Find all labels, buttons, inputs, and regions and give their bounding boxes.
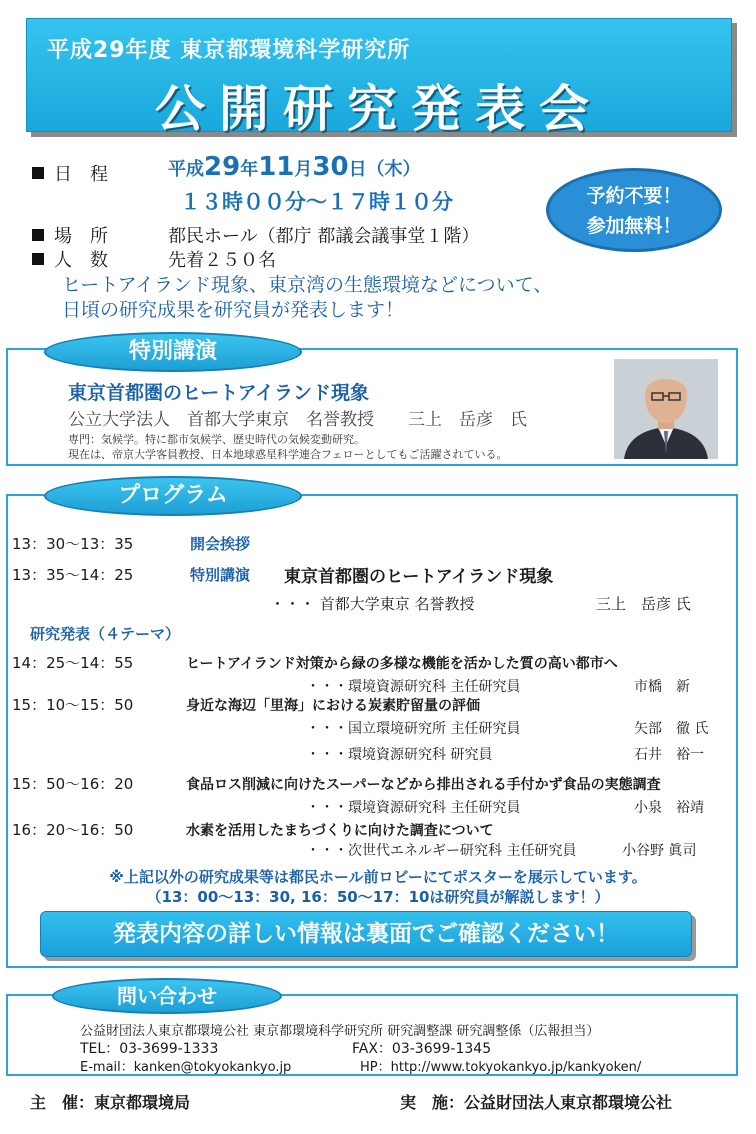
- date-label: 日 程: [54, 164, 108, 185]
- program-time-t3: 15：50～16：20: [12, 775, 134, 793]
- contact-email: E-mail：kanken@tokyokankyo.jp: [80, 1060, 292, 1075]
- program-name-t4: 小谷野 眞司: [622, 843, 697, 859]
- program-special-by: ・・・ 首都大学東京 名誉教授: [270, 595, 475, 613]
- program-by-t4: ・・・次世代エネルギー研究科 主任研究員: [306, 843, 577, 859]
- program-special-name: 三上 岳彦 氏: [596, 595, 691, 613]
- program-by-t1: ・・・環境資源研究科 主任研究員: [306, 679, 521, 695]
- program-time-special: 13：35～14：25: [12, 566, 134, 584]
- program-time-t4: 16：20～16：50: [12, 821, 134, 839]
- speaker-note-2: 現在は、帝京大学客員教授、日本地球惑星科学連合フェローとしてもご活躍されている。: [68, 448, 508, 461]
- contact-pill: 問い合わせ: [52, 978, 282, 1014]
- special-lecture-title: 東京首都圏のヒートアイランド現象: [68, 382, 369, 404]
- program-title-t1: ヒートアイランド対策から緑の多様な機能を活かした質の高い都市へ: [186, 656, 618, 672]
- program-name-t2b: 石井 裕一: [634, 747, 704, 763]
- place-row: [32, 222, 108, 248]
- header-subtitle: 平成29年度 東京都環境科学研究所: [47, 38, 411, 63]
- program-title-t3: 食品ロス削減に向けたスーパーなどから排出される手付かず食品の実態調査: [186, 777, 661, 793]
- free-admission-badge: 予約不要！ 参加無料！: [546, 168, 722, 252]
- contact-org: 公益財団法人東京都環境公社 東京都環境科学研究所 研究調整課 研究調整係（広報担当）: [80, 1024, 600, 1039]
- contact-website: HP：http://www.tokyokankyo.jp/kankyoken/: [360, 1060, 642, 1075]
- program-title-t4: 水素を活用したまちづくりに向けた調査について: [186, 823, 494, 839]
- program-opening: 開会挨拶: [190, 535, 251, 553]
- program-title-t2: 身近な海辺「里海」における炭素貯留量の評価: [186, 698, 480, 714]
- bullet-icon: [32, 229, 44, 241]
- place-label: 場 所: [54, 226, 108, 247]
- capacity-label: 人 数: [54, 250, 108, 271]
- time-value: １３時００分～１７時１０分: [180, 190, 453, 214]
- program-name-t3: 小泉 裕靖: [634, 800, 704, 816]
- footer-host: 主 催：東京都環境局: [30, 1093, 191, 1112]
- footer-operator: 実 施：公益財団法人東京都環境公社: [400, 1093, 673, 1112]
- bullet-icon: [32, 167, 44, 179]
- program-special-title: 東京首都圏のヒートアイランド現象: [284, 567, 554, 587]
- date-value: 平成29年11月30日（木）: [168, 152, 421, 182]
- program-special-label: 特別講演: [190, 566, 251, 584]
- program-by-t2a: ・・・国立環境研究所 主任研究員: [306, 721, 521, 737]
- research-section-label: 研究発表（４テーマ）: [30, 625, 181, 643]
- program-time-t1: 14：25～14：55: [12, 654, 134, 672]
- capacity-value: 先着２５０名: [168, 250, 276, 271]
- speaker-photo: [614, 359, 718, 459]
- special-lecture-speaker: 公立大学法人 首都大学東京 名誉教授 三上 岳彦 氏: [68, 410, 527, 430]
- program-name-t1: 市橋 新: [634, 679, 690, 695]
- speaker-note-1: 専門：気候学。特に都市気候学、歴史時代の気候変動研究。: [68, 433, 365, 446]
- program-time-opening: 13：30～13：35: [12, 535, 134, 553]
- header-banner: [26, 18, 732, 138]
- program-by-t3: ・・・環境資源研究科 主任研究員: [306, 800, 521, 816]
- details-on-back-banner: 発表内容の詳しい情報は裏面でご確認ください！: [40, 911, 692, 957]
- contact-fax: FAX：03-3699-1345: [352, 1041, 492, 1057]
- capacity-row: [32, 246, 108, 272]
- place-value: 都民ホール（都庁 都議会議事堂１階）: [168, 226, 480, 247]
- intro-line-2: 日頃の研究成果を研究員が発表します！: [62, 299, 405, 321]
- speaker-portrait-icon: [614, 359, 718, 459]
- program-time-t2: 15：10～15：50: [12, 696, 134, 714]
- bullet-icon: [32, 253, 44, 265]
- program-by-t2b: ・・・環境資源研究科 研究員: [306, 747, 493, 763]
- poster-notice-times: （13：00～13：30, 16：50～17：10は研究員が解説します！）: [146, 888, 610, 906]
- program-name-t2a: 矢部 徹 氏: [634, 721, 709, 737]
- contact-tel: TEL：03-3699-1333: [80, 1041, 219, 1057]
- intro-line-1: ヒートアイランド現象、東京湾の生態環境などについて、: [62, 274, 553, 296]
- special-lecture-pill: 特別講演: [44, 332, 302, 372]
- date-row: [32, 160, 108, 186]
- program-pill: プログラム: [44, 476, 302, 516]
- poster-notice: ※上記以外の研究成果等は都民ホール前ロビーにてポスターを展示しています。: [109, 868, 647, 886]
- page-title: 公開研究発表会: [155, 80, 603, 138]
